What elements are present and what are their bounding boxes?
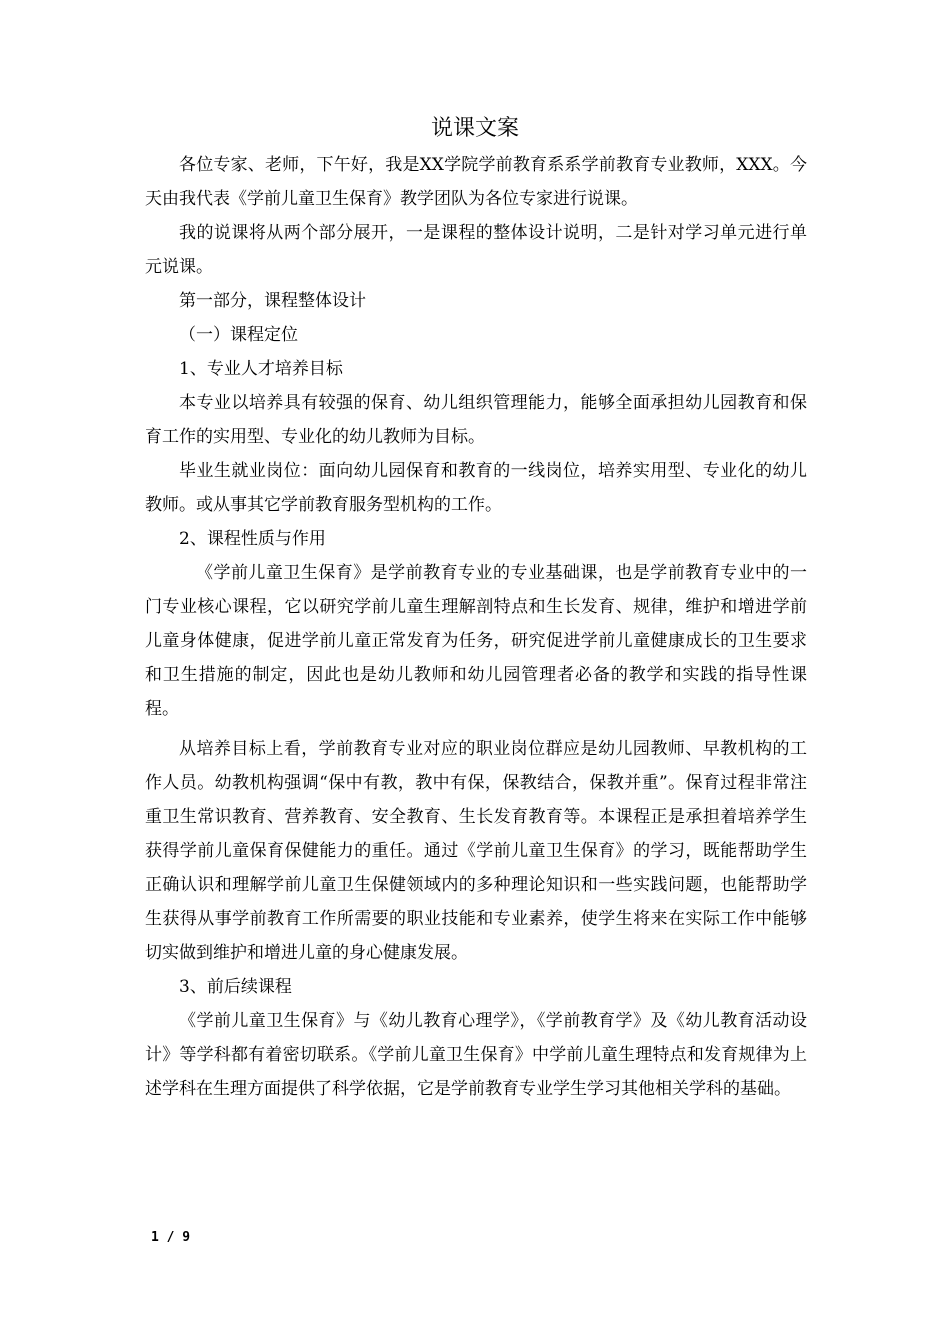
paragraph-training-target: 从培养目标上看，学前教育专业对应的职业岗位群应是幼儿园教师、早教机构的工作人员。幼教机构强调“保中有教，教中有保，保教结合，保教并重”。保育过程非常注重卫生常识教育、营养教育、安全教育、生长发育教育等。本课程正是承担着培养学生获得学前儿童保育保健能力的重任。通过《学前儿童卫生保育》的学习，既能帮助学生正确认识和理解学前儿童卫生保健领域内的多种理论知识和一些实践问题，也能帮助学生获得从事学前教育工作所需要的职业技能和专业素养，使学生将来在实际工作中能够切实做到维护和增进儿童的身心健康发展。 bbox=[145, 739, 807, 963]
document-title: 说课文案 bbox=[430, 116, 519, 141]
document-body bbox=[145, 148, 807, 1106]
paragraph-greeting: 各位专家、老师，下午好，我是XX学院学前教育系系学前教育专业教师，XXX。今天由我代表《学前儿童卫生保育》教学团队为各位专家进行说课。 bbox=[145, 155, 807, 209]
heading-training-goal: 1、专业人才培养目标 bbox=[179, 359, 343, 379]
heading-course-positioning: （一）课程定位 bbox=[179, 325, 298, 345]
heading-part-one: 第一部分，课程整体设计 bbox=[179, 291, 366, 311]
paragraph-outline: 我的说课将从两个部分展开，一是课程的整体设计说明，二是针对学习单元进行单元说课。 bbox=[145, 223, 807, 277]
paragraph-employment: 毕业生就业岗位：面向幼儿园保育和教育的一线岗位，培养实用型、专业化的幼儿教师。或从事其它学前教育服务型机构的工作。 bbox=[145, 461, 807, 515]
paragraph-course-nature: 《学前儿童卫生保育》是学前教育专业的专业基础课，也是学前教育专业中的一门专业核心课程，它以研究学前儿童生理解剖特点和生长发育、规律，维护和增进学前儿童身体健康，促进学前儿童正常发育为任务，研究促进学前儿童健康成长的卫生要求和卫生措施的制定，因此也是幼儿教师和幼儿园管理者必备的教学和实践的指导性课程。 bbox=[145, 563, 807, 719]
heading-course-nature: 2、课程性质与作用 bbox=[179, 529, 326, 549]
paragraph-training-goal: 本专业以培养具有较强的保育、幼儿组织管理能力，能够全面承担幼儿园教育和保育工作的实用型、专业化的幼儿教师为目标。 bbox=[145, 393, 807, 447]
paragraph-related-courses: 《学前儿童卫生保育》与《幼儿教育心理学》，《学前教育学》及《幼儿教育活动设计》等学科都有着密切联系。《学前儿童卫生保育》中学前儿童生理特点和发育规律为上述学科在生理方面提供了科学依据，它是学前教育专业学生学习其他相关学科的基础。 bbox=[145, 1011, 807, 1099]
page-number: 1 / 9 bbox=[151, 1230, 191, 1245]
heading-related-courses: 3、前后续课程 bbox=[179, 977, 292, 997]
